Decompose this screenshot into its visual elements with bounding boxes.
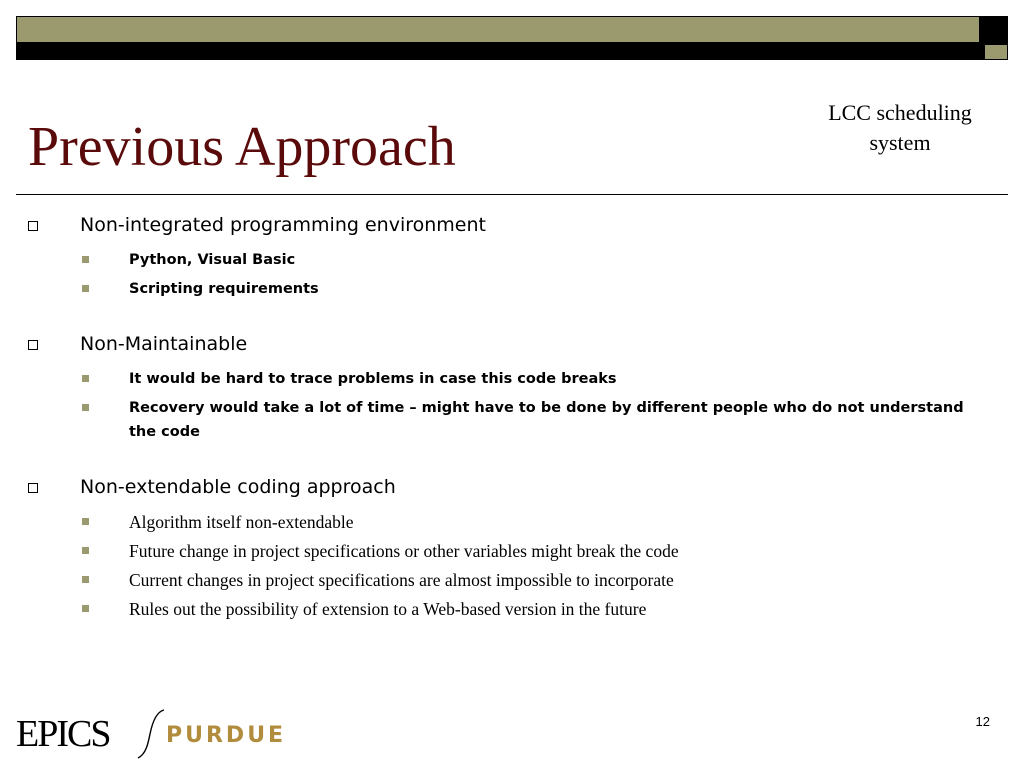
logo-epics-text: EPICS — [16, 713, 110, 755]
sub-bullet — [82, 396, 988, 444]
hollow-square-bullet-icon — [28, 221, 38, 231]
sub-bullet-text: It would be hard to trace problems in case this code breaks — [129, 371, 617, 387]
sub-bullet-text: Current changes in project specifications are almost impossible to incorporate — [129, 570, 674, 590]
square-bullet-icon — [82, 375, 89, 382]
corner-black-square — [980, 16, 1008, 42]
title-divider — [16, 194, 1008, 195]
bullet-heading: Non-integrated programming environment — [80, 214, 486, 236]
bullet-heading: Non-Maintainable — [80, 333, 248, 355]
square-bullet-icon — [82, 256, 89, 263]
sub-bullet — [82, 539, 988, 563]
sub-bullet — [82, 597, 988, 621]
square-bullet-icon — [82, 518, 89, 525]
sub-bullet — [82, 248, 988, 272]
sub-bullet-text: Algorithm itself non-extendable — [129, 512, 354, 532]
sub-bullet-text: Scripting requirements — [129, 281, 319, 297]
bullet-heading-row — [28, 472, 988, 502]
slide-subtitle: LCC scheduling system — [828, 100, 972, 155]
bullet-heading: Non-extendable coding approach — [80, 476, 396, 498]
square-bullet-icon — [82, 285, 89, 292]
corner-olive-square — [984, 44, 1008, 60]
logo-swoosh-icon — [138, 710, 164, 758]
slide-title: Previous Approach — [28, 116, 456, 178]
hollow-square-bullet-icon — [28, 483, 38, 493]
square-bullet-icon — [82, 605, 89, 612]
bullet-heading-row — [28, 210, 988, 240]
bullet-section — [28, 472, 988, 621]
page-number: 12 — [975, 714, 990, 729]
top-decorative-band — [16, 16, 980, 44]
hollow-square-bullet-icon — [28, 340, 38, 350]
sub-bullet-text: Python, Visual Basic — [129, 252, 296, 268]
sub-bullet — [82, 510, 988, 534]
sub-bullet — [82, 367, 988, 391]
epics-purdue-logo — [16, 704, 286, 760]
bullet-section — [28, 210, 988, 301]
sub-bullet-text: Recovery would take a lot of time – might have to be done by different people who do not understand the code — [129, 400, 964, 440]
logo-purdue-text: PURDUE — [166, 723, 286, 748]
sub-bullet-text: Rules out the possibility of extension to a Web-based version in the future — [129, 599, 647, 619]
sub-bullet — [82, 277, 988, 301]
square-bullet-icon — [82, 547, 89, 554]
sub-bullet-text: Future change in project specifications or other variables might break the code — [129, 541, 679, 561]
black-decorative-strip — [16, 42, 1008, 60]
sub-bullet — [82, 568, 988, 592]
slide-content — [28, 210, 988, 649]
bullet-section — [28, 329, 988, 444]
square-bullet-icon — [82, 576, 89, 583]
bullet-heading-row — [28, 329, 988, 359]
square-bullet-icon — [82, 404, 89, 411]
